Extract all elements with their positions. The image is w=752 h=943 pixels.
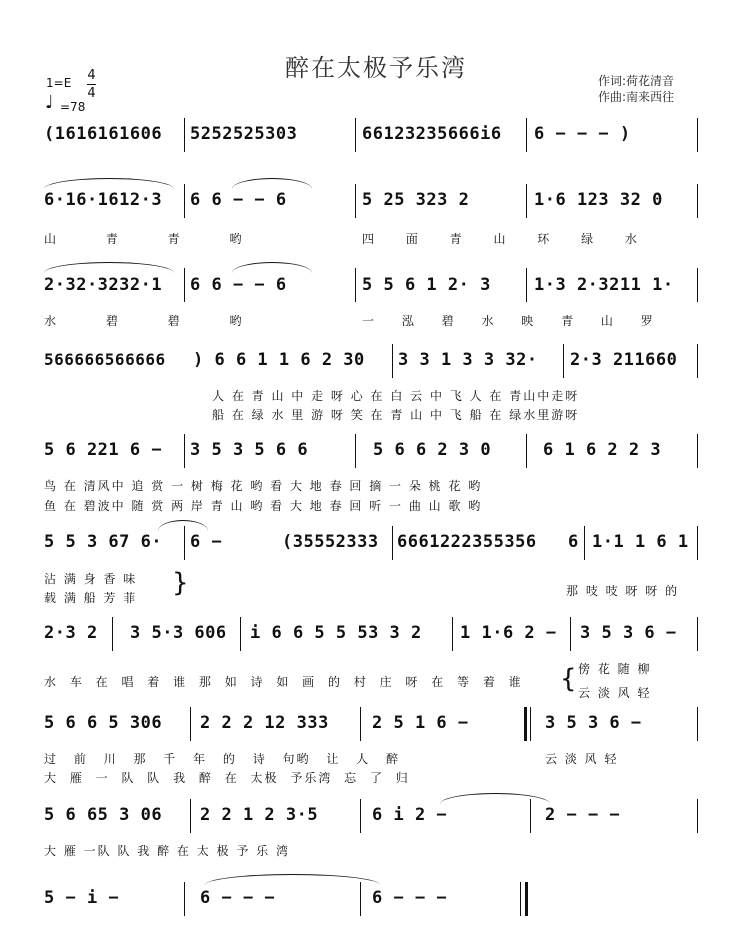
measure-notes: 2·3 211660 — [570, 350, 678, 370]
measure-notes: 5 6 6 5 306 — [44, 713, 163, 733]
measure-notes: 6 − − − ) — [534, 124, 631, 144]
bar-line — [526, 184, 527, 218]
lyric-line: 鸟 在 清风中 追 赏 一 树 梅 花 哟 看 大 地 春 回 摘 一 朵 桃 花 哟 — [44, 479, 483, 493]
slur — [440, 793, 550, 804]
lyric-line: 一 泓 碧 水 映 青 山 罗 — [362, 314, 656, 328]
lyric-line: 傍 花 随 柳 — [578, 662, 652, 676]
measure-notes: 6 − − − — [200, 888, 276, 908]
lyric-line: 鱼 在 碧波中 随 赏 两 岸 青 山 哟 看 大 地 春 回 听 一 曲 山 歌 哟 — [44, 499, 483, 513]
bar-line — [184, 184, 185, 218]
bar-line — [184, 434, 185, 468]
measure-notes: 1·6 123 32 0 — [534, 190, 663, 210]
brace-icon: { — [560, 664, 577, 694]
repeat-bar-line — [524, 707, 527, 741]
brace-icon: } — [172, 568, 189, 598]
measure-notes: 5 5 6 1 2· 3 — [362, 275, 491, 295]
measure-notes: 5 6 221 6 − — [44, 440, 163, 460]
lyric-line: 那 吱 吱 呀 呀 的 — [566, 584, 680, 598]
measure-notes: 3 5 3 6 − — [545, 713, 642, 733]
measure-notes: 1 1·6 2 − — [460, 623, 557, 643]
bar-line — [184, 882, 185, 916]
measure-notes: 2 2 2 12 333 — [200, 713, 329, 733]
quarter-note-icon: ♩ — [45, 92, 54, 113]
measure-notes: i 6 6 5 5 53 3 2 — [250, 623, 422, 643]
final-bar-line — [520, 882, 521, 916]
bar-line — [697, 184, 698, 218]
lyric-line: 人 在 青 山 中 走 呀 心 在 白 云 中 飞 人 在 青山中走呀 — [212, 389, 580, 403]
lyric-line: 沾 满 身 香 味 — [44, 572, 138, 586]
bar-line — [360, 799, 361, 833]
measure-notes: 66123235666i6 — [362, 124, 502, 144]
bar-line — [563, 344, 564, 378]
slur — [205, 874, 380, 885]
bar-line — [355, 118, 356, 152]
measure-notes: (1616161606 — [44, 124, 163, 144]
measure-notes: 6 6 − − 6 — [190, 190, 287, 210]
bar-line — [112, 617, 113, 651]
lyric-line: 水 碧 碧 哟 — [44, 314, 245, 328]
measure-notes: 6·16·1612·3 — [44, 190, 163, 210]
measure-notes: 6 — [568, 532, 579, 552]
bar-line — [184, 118, 185, 152]
measure-notes: 5 6 65 3 06 — [44, 805, 163, 825]
bar-line — [697, 799, 698, 833]
lyric-line: 水 车 在 唱 着 谁 那 如 诗 如 画 的 村 庄 呀 在 等 着 谁 — [44, 675, 523, 689]
bar-line — [584, 526, 585, 560]
time-signature — [87, 67, 96, 102]
measure-notes: 3 3 1 3 3 32· — [398, 350, 538, 370]
lyric-line: 山 青 青 哟 — [44, 232, 245, 246]
composer-credit: 作曲:南来西往 — [598, 90, 675, 104]
measure-notes: 1·3 2·3211 1· — [534, 275, 674, 295]
bar-line — [190, 707, 191, 741]
bar-line — [184, 526, 185, 560]
bar-line — [392, 344, 393, 378]
bar-line — [530, 799, 531, 833]
tempo-marking: =78 — [60, 100, 86, 114]
lyric-line: 四 面 青 山 环 绿 水 — [362, 232, 640, 246]
bar-line — [697, 344, 698, 378]
measure-notes: 5 6 6 2 3 0 — [373, 440, 492, 460]
lyric-line: 大 雁 一 队 队 我 醉 在 太极 予乐湾 忘 了 归 — [44, 771, 410, 785]
measure-notes: 5 − i − — [44, 888, 120, 908]
measure-notes: ) 6 6 1 1 6 2 30 — [193, 350, 365, 370]
bar-line — [526, 268, 527, 302]
bar-line — [697, 118, 698, 152]
bar-line — [530, 707, 531, 741]
measure-notes: 6 1 6 2 2 3 — [543, 440, 662, 460]
bar-line — [452, 617, 453, 651]
bar-line — [526, 118, 527, 152]
measure-notes: 5 5 3 67 6· — [44, 532, 163, 552]
bar-line — [392, 526, 393, 560]
measure-notes: 3 5·3 606 — [130, 623, 227, 643]
meter-top: 4 — [87, 68, 96, 83]
measure-notes: 2 2 1 2 3·5 — [200, 805, 319, 825]
bar-line — [697, 434, 698, 468]
measure-notes: 2·3 2 — [44, 623, 98, 643]
measure-notes: 5252525303 — [190, 124, 298, 144]
slur — [44, 178, 174, 189]
bar-line — [697, 707, 698, 741]
measure-notes: 1·1 1 6 1 — [592, 532, 689, 552]
song-title: 醉在太极予乐湾 — [285, 54, 467, 82]
bar-line — [360, 707, 361, 741]
bar-line — [355, 434, 356, 468]
bar-line — [697, 268, 698, 302]
bar-line — [190, 799, 191, 833]
bar-line — [697, 526, 698, 560]
measure-notes: 2·32·3232·1 — [44, 275, 163, 295]
lyric-line: 云 淡 风 轻 — [545, 752, 619, 766]
slur — [232, 262, 312, 273]
measure-notes: (35552333 — [282, 532, 379, 552]
measure-notes: 6661222355356 — [397, 532, 537, 552]
bar-line — [184, 268, 185, 302]
bar-line — [355, 184, 356, 218]
measure-notes: 6 − — [190, 532, 223, 552]
measure-notes: 6 − − − — [372, 888, 448, 908]
bar-line — [360, 882, 361, 916]
lyric-line: 过 前 川 那 千 年 的 诗 句哟 让 人 醉 — [44, 752, 400, 766]
measure-notes: 5 25 323 2 — [362, 190, 470, 210]
bar-line — [240, 617, 241, 651]
lyricist-credit: 作词:荷花清音 — [598, 74, 675, 88]
measure-notes: 566666566666 — [44, 350, 166, 369]
lyric-line: 船 在 绿 水 里 游 呀 笑 在 青 山 中 飞 船 在 绿水里游呀 — [212, 408, 580, 422]
measure-notes: 3 5 3 5 6 6 — [190, 440, 309, 460]
slur — [232, 178, 312, 189]
measure-notes: 2 5 1 6 − — [372, 713, 469, 733]
slur — [158, 520, 208, 531]
measure-notes: 3 5 3 6 − — [580, 623, 677, 643]
bar-line — [697, 617, 698, 651]
bar-line — [355, 268, 356, 302]
final-bar-line-thick — [525, 882, 528, 916]
key-signature: 1=E — [46, 76, 72, 90]
slur — [44, 262, 174, 273]
measure-notes: 2 − − − — [545, 805, 621, 825]
measure-notes: 6 6 − − 6 — [190, 275, 287, 295]
lyric-line: 大 雁 一队 队 我 醉 在 太 极 予 乐 湾 — [44, 844, 290, 858]
lyric-line: 载 满 船 芳 菲 — [44, 591, 138, 605]
bar-line — [570, 617, 571, 651]
bar-line — [526, 434, 527, 468]
meter-bottom: 4 — [87, 86, 96, 101]
lyric-line: 云 淡 风 轻 — [578, 686, 652, 700]
measure-notes: 6 i 2 − — [372, 805, 448, 825]
